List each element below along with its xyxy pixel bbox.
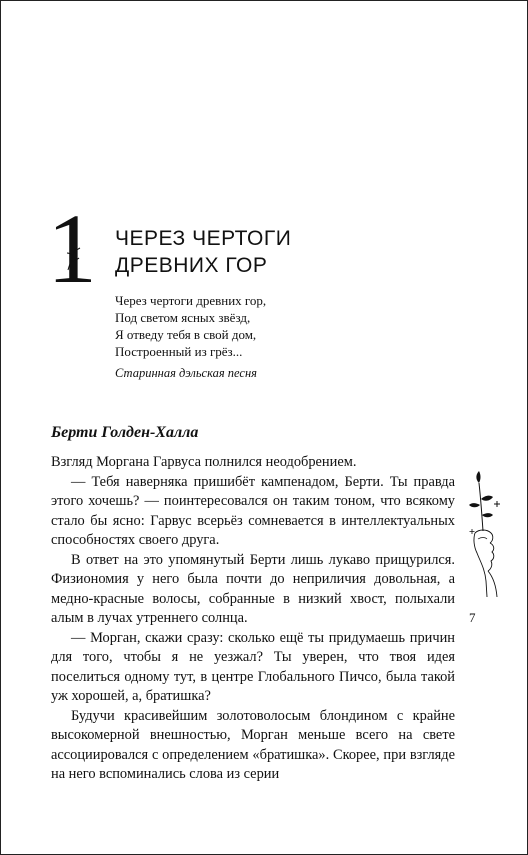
paragraph: — Морган, скажи сразу: сколько ещё ты придумаешь причин для того, чтобы я не уезжал? Ты уверен, что твоя идея поселиться одному тут, в центре Глобального Пичсо, была такой уж хорошей, а, братишка?	[51, 629, 455, 704]
epigraph-line: Через чертоги древних гор,	[115, 293, 267, 308]
chapter-number: 1	[47, 193, 97, 304]
page-number: 7	[469, 610, 476, 625]
epigraph-line: Построенный из грёз...	[115, 344, 243, 359]
section-heading: Берти Голден-Халла	[51, 424, 199, 441]
body-text	[51, 453, 455, 785]
epigraph-source: Старинная дэльская песня	[115, 366, 257, 380]
sprig-icon	[65, 245, 81, 271]
paragraph: Взгляд Моргана Гарвуса полнился неодобрением.	[51, 454, 357, 470]
chapter-title-line-1: ЧЕРЕЗ ЧЕРТОГИ	[115, 227, 292, 250]
paragraph: — Тебя наверняка пришибёт кампенадом, Берти. Ты правда этого хочешь? — поинтересовался он таким тоном, что всякому стало бы ясно: Гарвус всерьёз сомневается в интеллектуальных способностях своего друга.	[51, 473, 455, 548]
paragraph: В ответ на это упомянутый Берти лишь лукаво прищурился. Физиономия у него была почти до неприличия довольная, а медно-красные волосы, собранные в низкий хвост, полыхали алым в лучах утреннего солнца.	[51, 551, 455, 626]
epigraph-line: Я отведу тебя в свой дом,	[115, 327, 257, 342]
chapter-title-line-2: ДРЕВНИХ ГОР	[115, 254, 268, 277]
paragraph: Будучи красивейшим золотоволосым блондином с крайне высокомерной внешностью, Морган меньше всего на свете ассоциировался с определением «братишка». Скорее, при взгляде на него вспоминались слова из серии	[51, 707, 455, 782]
epigraph	[115, 292, 266, 382]
chapter-title	[115, 225, 291, 279]
hand-holding-plant-icon	[463, 469, 507, 599]
epigraph-line: Под светом ясных звёзд,	[115, 310, 251, 325]
